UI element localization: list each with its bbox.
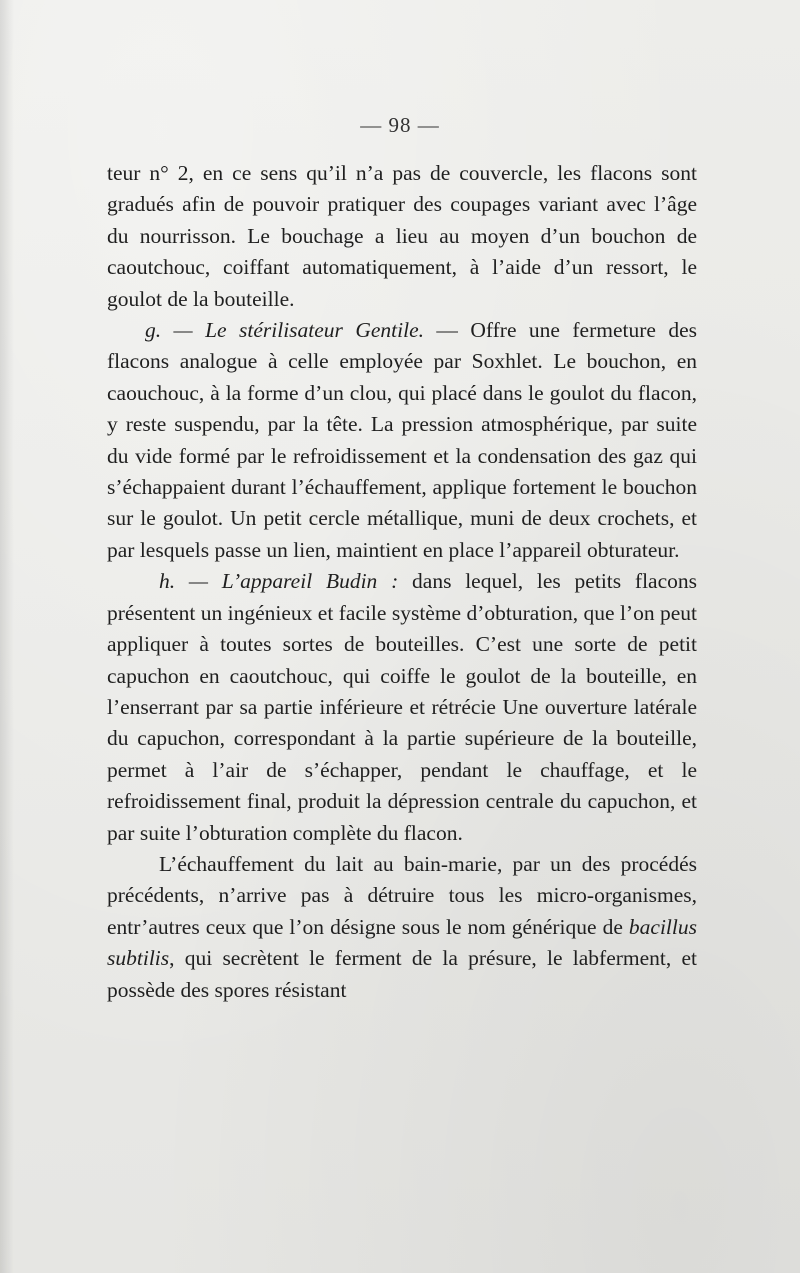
paragraph-2-text: — Offre une fermeture des flacons analogue à celle employée par Soxhlet. Le bouchon, en caouchouc, à la forme d’un clou, qui placé dans le goulot du flacon, y reste suspendu, par la tête. La pression atmosphérique, par suite du vide formé par le refroidissement et la condensation des gaz qui s’échappaient durant l’échauffement, applique fortement le bouchon sur le goulot. Un petit cercle métallique, muni de deux crochets, et par lesquels passe un lien, maintient en place l’appareil obturateur. [107,318,697,562]
section-h-heading: h. — L’appareil Budin : [159,569,399,594]
paragraph-3 [107,566,697,849]
paragraph-4 [107,849,697,1006]
paragraph-1-text: teur n° 2, en ce sens qu’il n’a pas de couvercle, les flacons sont gradués afin de pouvoir pratiquer des coupages variant avec l’âge du nourrisson. Le bouchage a lieu au moyen d’un bouchon de caoutchouc, coiffant automatiquement, à l’aide d’un ressort, le goulot de la bouteille. [107,161,697,311]
paragraph-2 [107,315,697,566]
bacillus-term: bacillus subtilis [107,914,697,971]
paragraph-1 [107,158,697,315]
body-text [107,158,697,1006]
page-number-header: — 98 — [360,113,440,137]
section-g-heading: g. — Le stérilisateur Gentile. [145,318,424,343]
paragraph-4-text-a: L’échauffement du lait au bain-marie, par un des procédés précédents, n’arrive pas à détruire tous les micro-organismes, entr’autres ceux que l’on désigne sous le nom générique de [107,851,697,939]
paragraph-3-text: dans lequel, les petits flacons présentent un ingénieux et facile système d’obturation, que l’on peut appliquer à toutes sortes de bouteilles. C’est une sorte de petit capuchon en caoutchouc, qui coiffe le goulot de la bouteille, en l’enserrant par sa partie inférieure et rétrécie Une ouverture latérale du capuchon, correspondant à la partie supérieure de la bouteille, permet à l’air de s’échapper, pendant le chauffage, et le refroidissement final, produit la dépression centrale du capuchon, et par suite l’obturation complète du flacon. [107,569,697,845]
paragraph-4-text-b: , qui secrètent le ferment de la présure, le labferment, et possède des spores résistant [107,946,697,1002]
